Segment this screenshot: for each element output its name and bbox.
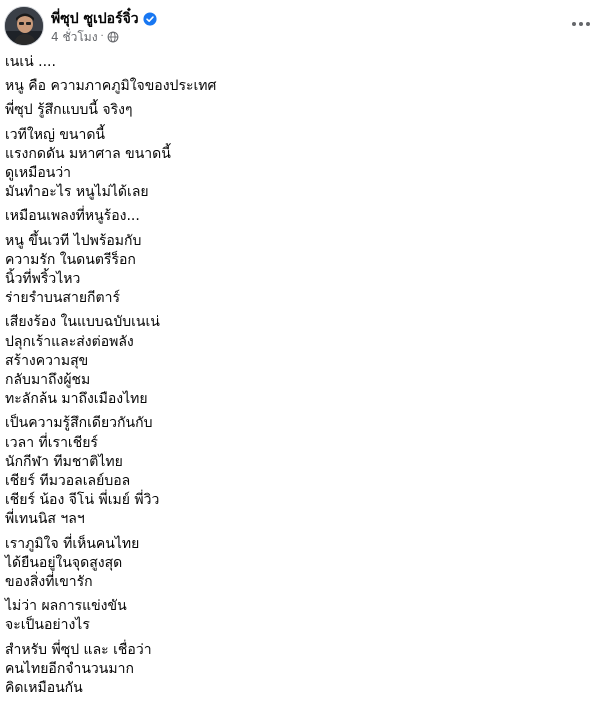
post-text-line: ปลุกเร้าและส่งต่อพลัง [5, 333, 134, 350]
globe-icon[interactable] [107, 31, 119, 43]
post-text-line: ของสิ่งที่เขารัก [5, 574, 93, 591]
post-text-line: สำหรับ พี่ซุป และ เชื่อว่า [5, 641, 152, 658]
post-text-line: พี่เทนนิส ฯลฯ [5, 511, 85, 528]
post-paragraph [5, 126, 595, 203]
post-text-line: แรงกดดัน มหาศาล ขนาดนี้ [5, 145, 171, 162]
post-text-line: คนไทยอีกจำนวนมาก [5, 660, 134, 677]
post-paragraph [5, 313, 595, 409]
post-text-line: ไม่ว่า ผลการแข่งขัน [5, 598, 127, 615]
post-text-line: เวลา ที่เราเชียร์ [5, 434, 98, 451]
post-text-line: เชียร์ น้อง จีโน่ พี่เมย์ พี่วิว [5, 492, 160, 509]
post-text-line: คิดเหมือนกัน [5, 680, 83, 697]
post-text-line: มันทำอะไร หนูไม่ได้เลย [5, 184, 149, 201]
post-text-line: ได้ยืนอยู่ในจุดสูงสุด [5, 554, 123, 571]
more-options-icon [571, 21, 591, 27]
post-text-line: นักกีฬา ทีมชาติไทย [5, 453, 123, 470]
post-text-line: ดูเหมือนว่า [5, 165, 72, 182]
avatar-photo-icon [5, 7, 44, 46]
post-paragraph [5, 101, 595, 120]
post-paragraph [5, 232, 595, 309]
post-timestamp[interactable]: 4 ชั่วโมง [51, 30, 98, 44]
post-header [4, 6, 597, 50]
post-text-line: สร้างความสุข [5, 352, 89, 369]
post-text-line: พี่ซุป รู้สึกแบบนี้ จริงๆ [5, 102, 133, 119]
more-options-button[interactable] [569, 14, 593, 34]
author-name-row [51, 10, 157, 28]
post-meta [51, 29, 119, 45]
post-paragraph [5, 53, 595, 72]
post-text-line: เสียงร้อง ในแบบฉบับเนเน่ [5, 314, 160, 331]
post-text-line: เป็นความรู้สึกเดียวกันกับ [5, 415, 153, 432]
post-text-line: หนู ขึ้นเวที ไปพร้อมกับ [5, 232, 142, 249]
post-text-line: กลับมาถึงผู้ชม [5, 372, 91, 389]
post-paragraph [5, 641, 595, 699]
post-paragraph [5, 207, 595, 226]
post-text-line: หนู คือ ความภาคภูมิใจของประเทศ [5, 78, 217, 95]
post-text-line: นิ้วที่พริ้วไหว [5, 271, 81, 288]
post-paragraph [5, 597, 595, 635]
post-paragraph [5, 414, 595, 529]
post-text-line: เราภูมิใจ ที่เห็นคนไทย [5, 535, 140, 552]
post-text-line: เหมือนเพลงที่หนูร้อง... [5, 208, 140, 225]
post-text-line: เนเน่ .... [5, 54, 56, 70]
author-avatar[interactable] [4, 6, 44, 46]
meta-separator: · [100, 31, 104, 42]
verified-badge-icon [143, 12, 157, 26]
post-text [5, 53, 595, 703]
post-text-line: เวทีใหญ่ ขนาดนี้ [5, 126, 105, 143]
post-text-line: ทะลักล้น มาถึงเมืองไทย [5, 391, 148, 408]
author-name[interactable]: พี่ซุป ซูเปอร์จิ๋ว [51, 11, 139, 27]
post-paragraph [5, 535, 595, 593]
post-paragraph [5, 77, 595, 96]
post-text-line: ความรัก ในดนตรีร็อก [5, 251, 136, 268]
post-text-line: จะเป็นอย่างไร [5, 617, 90, 634]
post-text-line: ร่ายรำบนสายกีตาร์ [5, 290, 120, 307]
post-text-line: เชียร์ ทีมวอลเลย์บอล [5, 473, 131, 490]
